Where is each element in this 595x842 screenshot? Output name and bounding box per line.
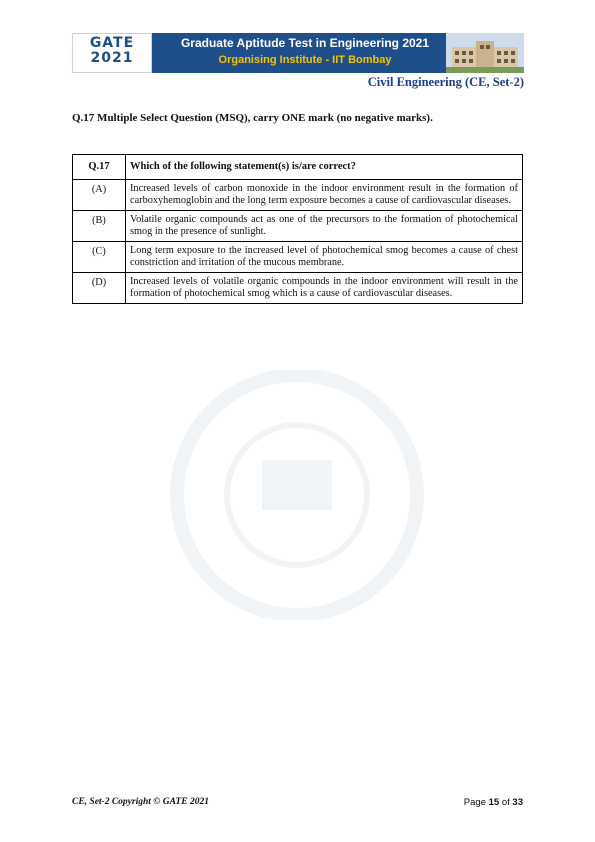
option-label: (C) [73, 242, 126, 273]
page-prefix: Page [463, 797, 486, 808]
option-text: Volatile organic compounds act as one of the precursors to the formation of photochemical smog in the presence of sunlight. [126, 211, 523, 242]
question-stem: Which of the following statement(s) is/are correct? [126, 155, 523, 180]
option-text: Increased levels of carbon monoxide in the indoor environment result in the formation of carboxyhemoglobin and the long term exposure becomes a cause of cardiovascular diseases. [126, 180, 523, 211]
banner-title: Graduate Aptitude Test in Engineering 2021 [180, 36, 430, 50]
logo-line2: 2021 [90, 50, 134, 66]
option-row [73, 180, 523, 211]
question-table [72, 154, 523, 304]
banner-subtitle: Organising Institute - IIT Bombay [218, 54, 392, 66]
option-row [73, 242, 523, 273]
department-label: Civil Engineering (CE, Set-2) [367, 75, 524, 89]
option-text: Long term exposure to the increased level of photochemical smog becomes a cause of chest constriction and irritation of the mucous membrane. [126, 242, 523, 273]
question-heading: Q.17 Multiple Select Question (MSQ), carry ONE mark (no negative marks). [72, 112, 433, 124]
page-current: 15 [488, 797, 500, 808]
option-row [73, 273, 523, 304]
building-image [446, 33, 524, 73]
logo-line1: GATE [89, 35, 135, 51]
option-label: (D) [73, 273, 126, 304]
question-row [73, 155, 523, 180]
question-number: Q.17 [73, 155, 126, 180]
option-label: (A) [73, 180, 126, 211]
option-text: Increased levels of volatile organic compounds in the indoor environment will result in the formation of photochemical smog which is a cause of cardiovascular diseases. [126, 273, 523, 304]
option-label: (B) [73, 211, 126, 242]
gate-logo [72, 33, 152, 73]
page-number [464, 797, 523, 808]
option-row [73, 211, 523, 242]
footer-copyright: CE, Set-2 Copyright © GATE 2021 [72, 797, 209, 807]
page-total: 33 [512, 797, 523, 808]
watermark-emblem [122, 370, 472, 620]
page-of: of [501, 797, 510, 808]
